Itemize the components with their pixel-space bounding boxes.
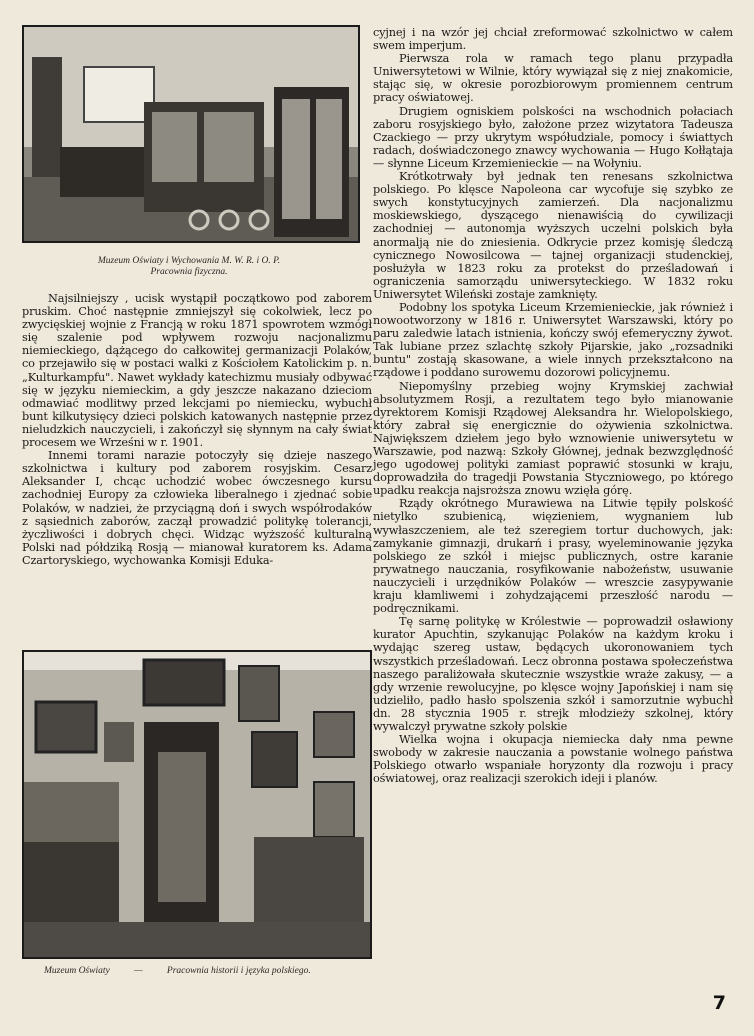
- bottom-caption-dash: —: [134, 966, 143, 976]
- right-paragraph-3: Drugiem ogniskiem polskości na wschodnich połaciach zaboru rosyjskiego było, założone przez wizytatora Tadeusza Czackiego — przy ukrytym współudziale, pomocy i świattych radach, doświadczonego znawcy wychowania — Hugo Kołłątaja — słynne Liceum Krzemienieckie — na Wołyniu.: [373, 104, 733, 170]
- bottom-caption-left: Muzeum Oświaty: [44, 966, 110, 976]
- right-text-column: [373, 26, 733, 785]
- left-text-column: [22, 292, 372, 567]
- right-paragraph-2: Pierwsza rola w ramach tego planu przypadła Uniwersytetowi w Wilnie, który wywiązał się z niej znakomicie, stając się, w okresie porozbiorowym promiennem centrum pracy oświatowej.: [373, 52, 733, 105]
- right-paragraph-4: Krótkotrwały był jednak ten renesans szkolnictwa polskiego. Po klęsce Napoleona car wycofuje się szybko ze swych konstytucyjnych zamierzeń. Dla nacjonalizmu moskiewskiego, dyszącego nienawiścią do cywilizacji zachodniej — autonomja wyższych uczelni polskich była anormalją nie do zniesienia. Odkrycie przez komisję śledczą cynicznego Nowosilcowa — tajnej organizacji studenckiej, posłużyła w 1823 roku za protekst do prześladowań i ograniczenia samorządu uniwersyteckiego. W 1832 roku Uniwersytet Wileński zostaje zamknięty.: [373, 170, 733, 301]
- history-room-photo: [22, 650, 372, 959]
- right-paragraph-5: Podobny los spotyka Liceum Krzemienieckie, jak również i nowootworzony w 1816 r. Uniwersytet Warszawski, który po paru zaledwie latach istnienia, kończy swój efemeryczny żywot. Tak lubiane przez szlachtę szkoły Pijarskie, jako „rozsadniki buntu" zostają skasowane, a wiele innych przekształcono na rządowe i poddano surowemu dozorowi policyjnemu.: [373, 300, 733, 380]
- left-paragraph-1: Najsilniejszy , ucisk wystąpił początkowo pod zaborem pruskim. Choć następnie zmniejszył się cokolwiek, lecz po zwycięskiej wojnie z Francją w roku 1871 spowrotem wzmógł się szalenie pod wpływem rozwoju nacjonalizmu niemieckiego, dążącego do całkowitej germanizacji Polaków, co przejawiło się w postaci walki z Kościołem Katolickim p. n. „Kulturkampfu". Nawet wykłady katechizmu musiały odbywać się w języku niemieckim, a gdy jeszcze nakazano dzieciom odmawiać modlitwy przed lekcjami po niemiecku, wybuchł bunt kilkutysięcy dzieci polskich katowanych następnie przez nieludzkich nauczycieli, i zakończył się słynnym na cały świat procesem we Wrześni w r. 1901.: [22, 292, 372, 450]
- top-caption-line1: Muzeum Oświaty i Wychowania M. W. R. i O. P.: [97, 256, 281, 266]
- right-paragraph-9: Wielka wojna i okupacja niemiecka dały nma pewne swobody w zakresie nauczania a powstanie wolnego państwa Polskiego otwarło wspaniałe horyzonty dla rozwoju i pracy oświatowej, oraz realizacji szerokich ideji i planów.: [373, 733, 733, 786]
- top-photo-caption: [22, 256, 356, 278]
- left-paragraph-2: Innemi torami narazie potoczyły się dzieje naszego szkolnictwa i kultury pod zaborem rosyjskim. Cesarz Aleksander I, chcąc uchodzić wobec ówczesnego kursu zachodniej Europy za człowieka liberalnego i zjednać sobie Polaków, w nadziei, że przyciągną doń i swych współrodaków z sąsiednich zaborów, zaczął prowadzić politykę tolerancji, życzliwości i dobrych chęci. Widząc wyższość kulturalną Polski nad półdziką Rosją — mianował kuratorem ks. Adama Czartoryskiego, wychowanka Komisji Eduka-: [22, 449, 372, 567]
- bottom-caption-right: Pracownia historii i języka polskiego.: [166, 966, 311, 976]
- bottom-photo-caption: [22, 966, 368, 977]
- page-number: 7: [712, 992, 726, 1014]
- right-paragraph-7: Rządy okrótnego Murawiewa na Litwie tępiły polskość nietylko szubienicą, więzieniem, wygnaniem lub wywłaszczeniem, ale też szeregiem tortur duchowych, jak: zamykanie gimnazji, drukarń i prasy, wyeleminowanie języka polskiego ze szkół i miejsc publicznych, ostre karanie prywatnego nauczania, rosyfikowanie nabożeństw, usuwanie nauczycieli i urzędników Polaków — wreszcie zasypywanie kraju kłamliwemi i zohydzającemi przeszłość narodu — podręcznikami.: [373, 497, 733, 616]
- physics-lab-photo: [22, 25, 360, 243]
- right-paragraph-8: Tę sarnę politykę w Królestwie — poprowadził osławiony kurator Apuchtin, szykanując Polaków na każdym kroku i wydając szereg ustaw, będących ukoronowaniem tych wszystkich prześladowań. Lecz obronna postawa społeczeństwa naszego paraliżowała skutecznie wszystkie wraże zakusy, — a gdy wrzenie rewolucyjne, po klęsce wojny Japońskiej i nam się udzieliło, padło hasło spolszenia szkół i samorzutnie wybuchł dn. 28 stycznia 1905 r. strejk młodzieży szkolnej, który wywalczył prywatne szkoły polskie: [373, 615, 733, 733]
- physics-classroom-photo-icon: [24, 27, 358, 241]
- top-caption-line2: Pracownia fizyczna.: [150, 267, 228, 277]
- right-paragraph-6: Niepomyślny przebieg wojny Krymskiej zachwiał absolutyzmem Rosji, a rezultatem tego było mianowanie dyrektorem Komisji Rządowej Aleksandra hr. Wielopolskiego, który zabrał się energicznie do ożywienia szkolnictwa. Największem dziełem jego było wznowienie uniwersytetu w Warszawie, pod nazwą: Szkoły Głównej, jednak bezwzględność jego ugodowej polityki zamiast poprawić stosunki w kraju, doprowadziła do tragedji Powstania Styczniowego, po którego upadku reakcja najsroższa znowu wzięła górę.: [373, 379, 733, 498]
- history-language-room-photo-icon: [24, 652, 370, 957]
- right-paragraph-1: cyjnej i na wzór jej chciał zreformować szkolnictwo w całem swem imperjum.: [373, 26, 733, 53]
